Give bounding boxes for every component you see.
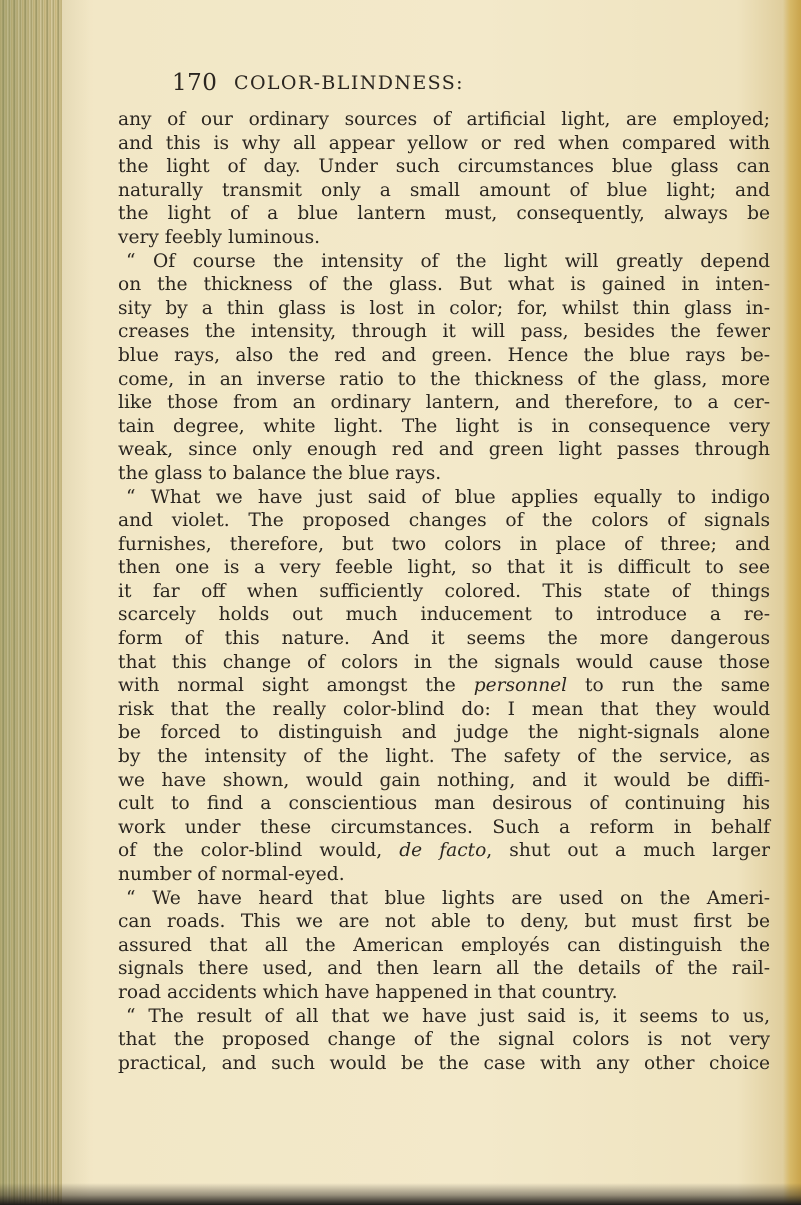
text-line: very feebly luminous.: [118, 226, 321, 248]
page-number: 170: [172, 70, 218, 96]
text-line: that the proposed change of the signal colors is not very: [118, 1029, 770, 1051]
italic-term: de facto: [399, 840, 487, 862]
text-line: “ The result of all that we have just said is, it seems to us,: [126, 1005, 770, 1027]
text-line: cult to find a conscientious man desirous of continuing his: [118, 793, 770, 815]
text-line: can roads. This we are not able to deny, but must first be: [118, 911, 770, 933]
text-line: it far off when sufficiently colored. This state of things: [118, 580, 770, 602]
text-line: be forced to distinguish and judge the night-signals alone: [118, 722, 770, 744]
text-line: practical, and such would be the case with any other choice: [118, 1052, 770, 1074]
text-line: creases the intensity, through it will pass, besides the fewer: [118, 321, 770, 343]
text-line: of the color-blind would, de facto, shut out a much larger: [118, 840, 770, 862]
text-line: scarcely holds out much inducement to introduce a re-: [118, 604, 770, 626]
page-edge-right: [783, 0, 801, 1205]
text-line: “ Of course the intensity of the light will greatly depend: [126, 250, 770, 272]
gutter-shadow: [0, 0, 90, 1205]
text-line: assured that all the American employés can distinguish the: [118, 934, 770, 956]
text-line: work under these circumstances. Such a reform in behalf: [118, 816, 770, 838]
text-line: on the thickness of the glass. But what is gained in inten-: [118, 274, 770, 296]
text-line: like those from an ordinary lantern, and therefore, to a cer-: [118, 392, 770, 414]
text-line: furnishes, therefore, but two colors in place of three; and: [118, 533, 770, 555]
page-header: [172, 70, 732, 100]
italic-term: personnel: [473, 675, 568, 697]
running-head: COLOR-BLINDNESS:: [234, 72, 464, 94]
text-line: and violet. The proposed changes of the colors of signals: [118, 510, 770, 532]
text-line: “ What we have just said of blue applies equally to indigo: [126, 486, 770, 508]
text-line: the light of day. Under such circumstances blue glass can: [118, 156, 770, 178]
text-line: we have shown, would gain nothing, and it would be diffi-: [118, 769, 770, 791]
text-line: that this change of colors in the signals would cause those: [118, 651, 770, 673]
body-text: [118, 108, 770, 1075]
text-line: weak, since only enough red and green light passes through: [118, 439, 770, 461]
text-line: naturally transmit only a small amount of blue light; and: [118, 179, 770, 201]
text-line: sity by a thin glass is lost in color; for, whilst thin glass in-: [118, 297, 770, 319]
text-line: road accidents which have happened in that country.: [118, 981, 618, 1003]
text-line: blue rays, also the red and green. Hence the blue rays be-: [118, 344, 770, 366]
text-line: the glass to balance the blue rays.: [118, 462, 442, 484]
text-line: come, in an inverse ratio to the thickness of the glass, more: [118, 368, 770, 390]
page-edge-bottom: [0, 1183, 801, 1205]
text-line: number of normal-eyed.: [118, 864, 345, 885]
text-line: and this is why all appear yellow or red when compared with: [118, 132, 770, 154]
text-line: with normal sight amongst the personnel to run the same: [118, 675, 770, 697]
text-line: then one is a very feeble light, so that it is difficult to see: [118, 557, 770, 579]
text-line: risk that the really color-blind do: I mean that they would: [118, 698, 770, 720]
text-line: by the intensity of the light. The safety of the service, as: [118, 746, 770, 768]
text-line: “ We have heard that blue lights are used on the Ameri-: [126, 887, 770, 909]
text-line: any of our ordinary sources of artificial light, are employed;: [118, 109, 770, 130]
text-line: signals there used, and then learn all the details of the rail-: [118, 958, 770, 980]
text-line: tain degree, white light. The light is in consequence very: [118, 415, 770, 437]
text-line: the light of a blue lantern must, consequently, always be: [118, 203, 770, 225]
text-line: form of this nature. And it seems the more dangerous: [118, 628, 770, 650]
